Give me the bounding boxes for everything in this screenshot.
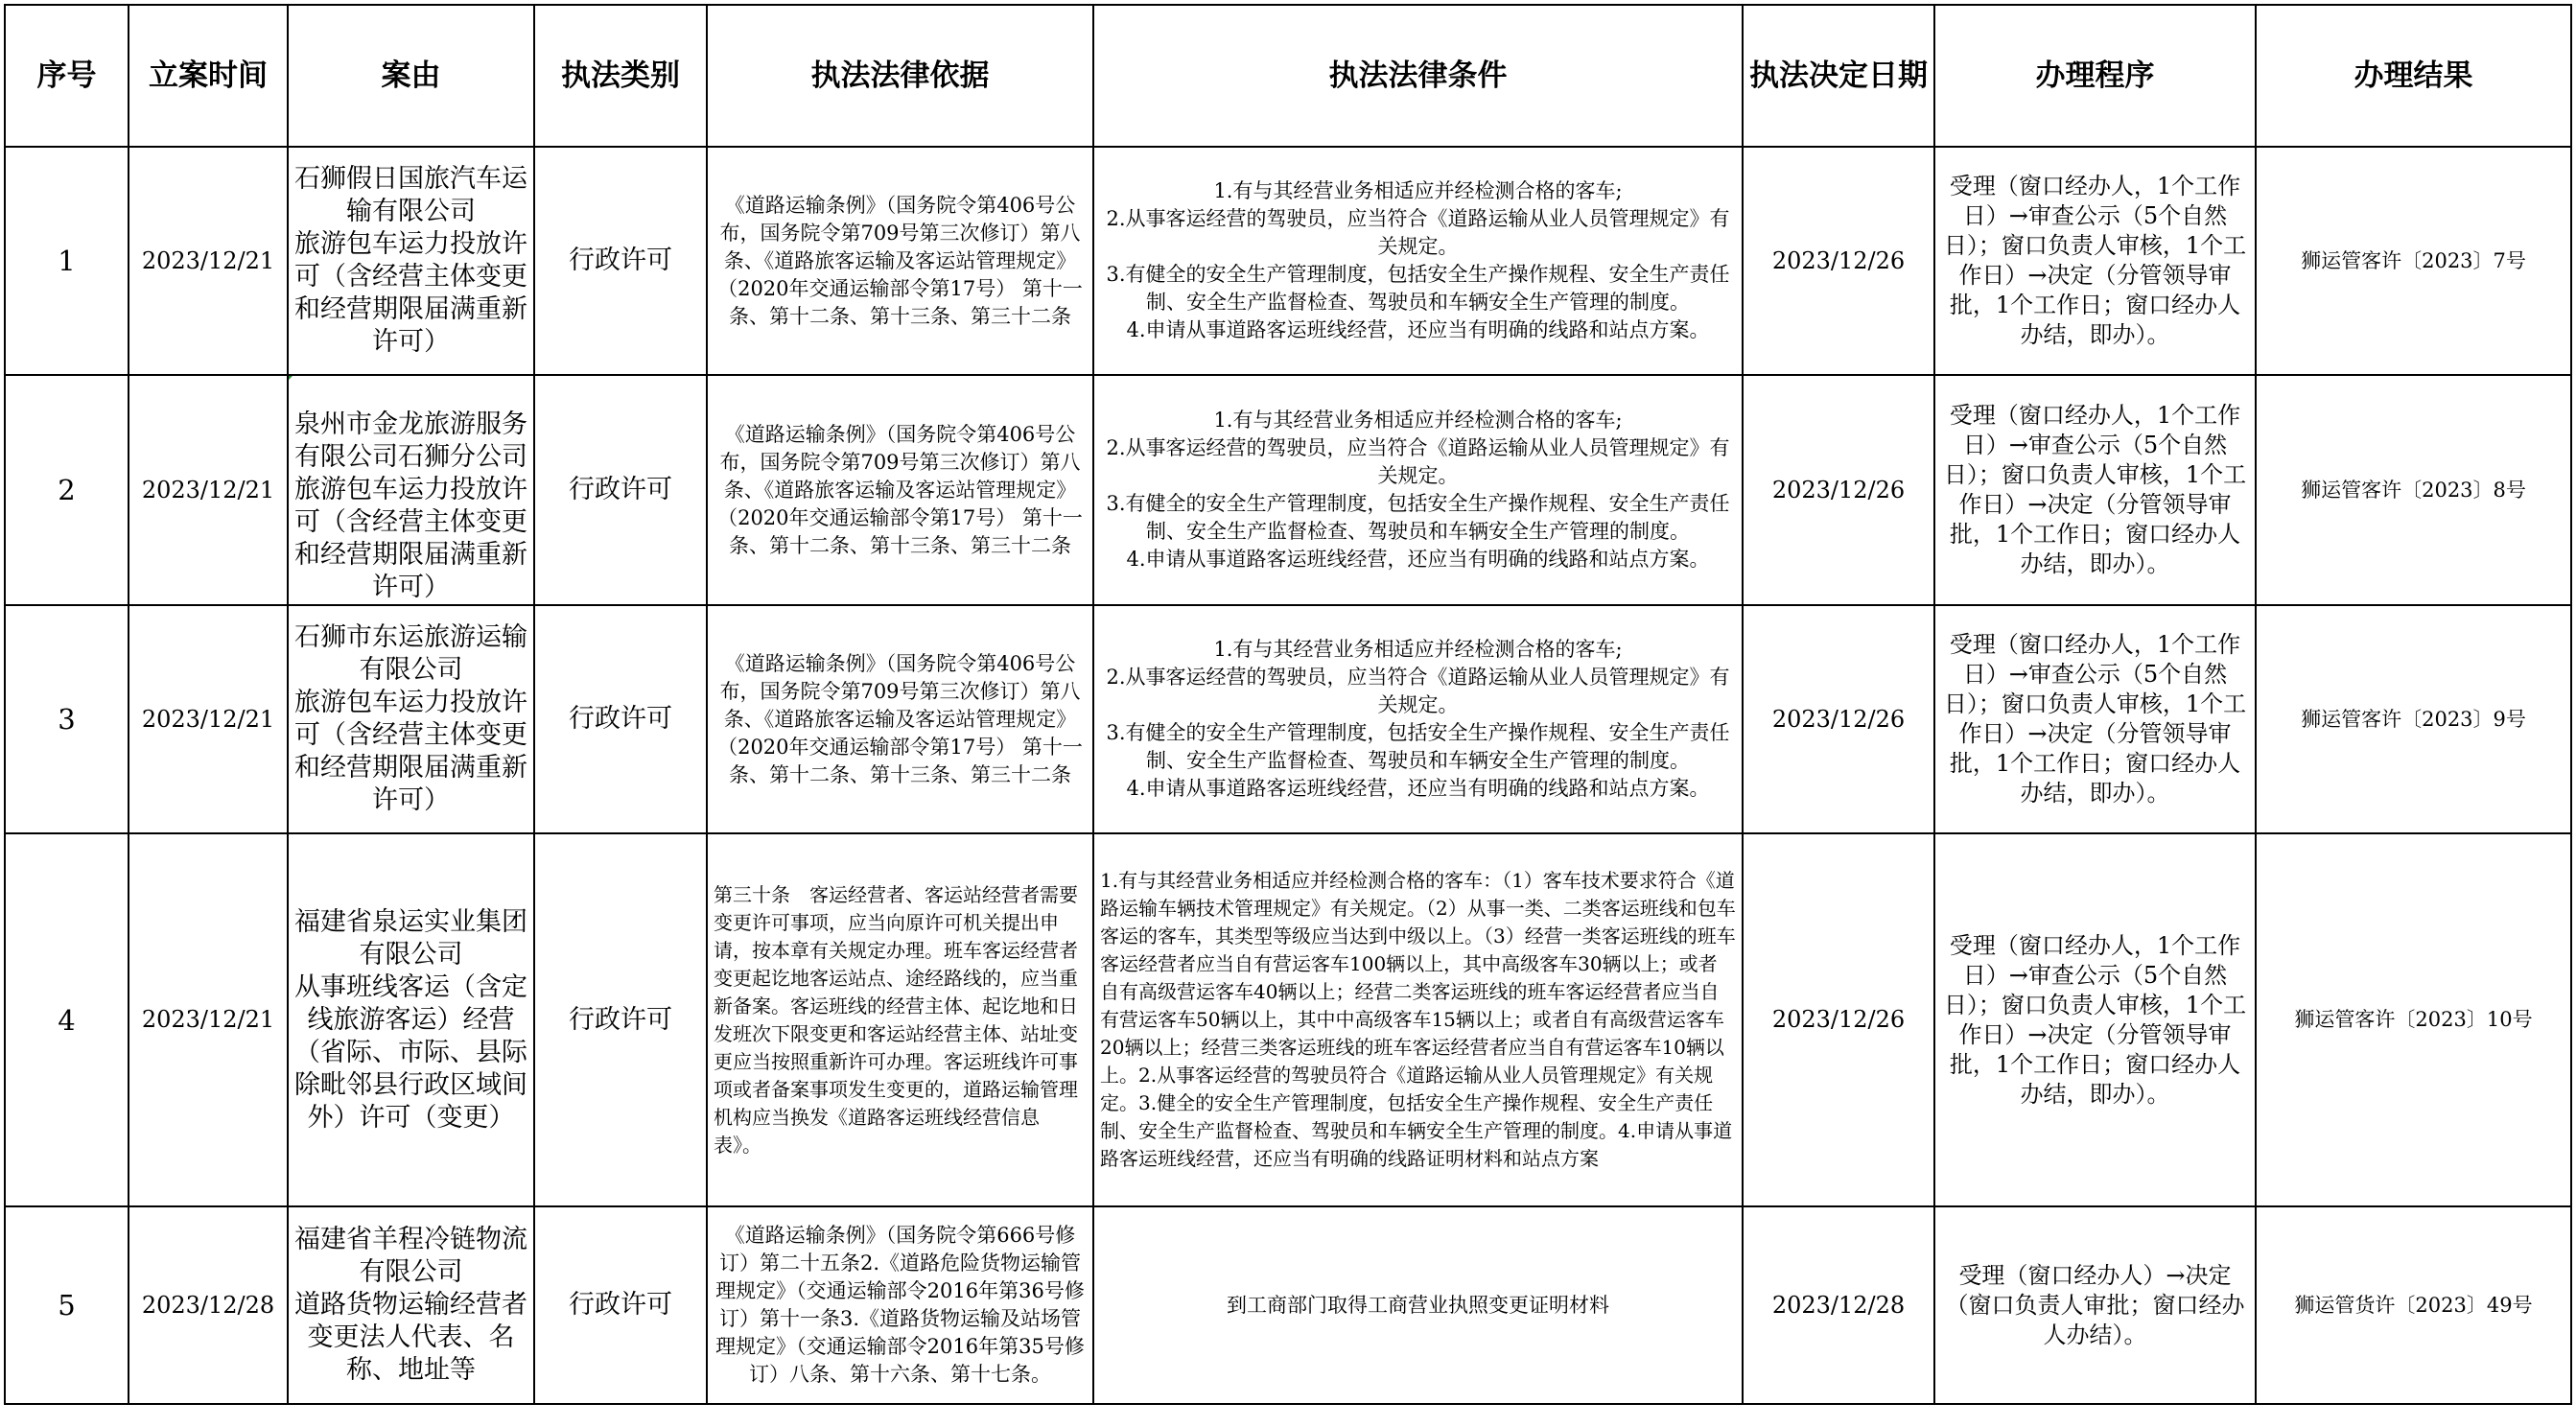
- cell-category: 行政许可: [534, 375, 707, 605]
- cell-seq: 3: [5, 605, 129, 833]
- cell-basis: 《道路运输条例》（国务院令第406号公布，国务院令第709号第三次修订）第八条、《道路旅客运输及客运站管理规定》（2020年交通运输部令第17号） 第十一条、第十二条、第十三条、第三十二条: [707, 375, 1093, 605]
- cell-seq: 1: [5, 147, 129, 375]
- cell-decision-date: 2023/12/26: [1743, 147, 1934, 375]
- cell-category: 行政许可: [534, 147, 707, 375]
- cell-result: 狮运管客许〔2023〕10号: [2256, 833, 2571, 1206]
- cell-procedure: 受理（窗口经办人，1个工作日）→审查公示（5个自然日）；窗口负责人审核，1个工作日）→决定（分管领导审批，1个工作日；窗口经办人办结，即办）。: [1934, 833, 2256, 1206]
- cell-case: 石狮假日国旅汽车运输有限公司 旅游包车运力投放许可（含经营主体变更和经营期限届满重新许可）: [288, 147, 534, 375]
- header-procedure: 办理程序: [1934, 5, 2256, 147]
- cell-case: 石狮市东运旅游运输有限公司 旅游包车运力投放许可（含经营主体变更和经营期限届满重新许可）: [288, 605, 534, 833]
- header-result: 办理结果: [2256, 5, 2571, 147]
- cell-case: 福建省泉运实业集团有限公司 从事班线客运（含定线旅游客运）经营（省际、市际、县际除毗邻县行政区域间外）许可（变更）: [288, 833, 534, 1206]
- header-row: [5, 5, 2571, 147]
- cell-category: 行政许可: [534, 605, 707, 833]
- cell-decision-date: 2023/12/26: [1743, 833, 1934, 1206]
- table-row[interactable]: [5, 375, 2571, 605]
- cell-result: 狮运管货许〔2023〕49号: [2256, 1206, 2571, 1404]
- cell-decision-date: 2023/12/26: [1743, 375, 1934, 605]
- cell-filing-date: 2023/12/21: [129, 147, 288, 375]
- cell-basis: 《道路运输条例》（国务院令第406号公布，国务院令第709号第三次修订）第八条、《道路旅客运输及客运站管理规定》（2020年交通运输部令第17号） 第十一条、第十二条、第十三条、第三十二条: [707, 605, 1093, 833]
- table-row[interactable]: [5, 1206, 2571, 1404]
- cell-filing-date: 2023/12/21: [129, 833, 288, 1206]
- cell-case: 福建省羊程冷链物流有限公司 道路货物运输经营者变更法人代表、名称、地址等: [288, 1206, 534, 1404]
- table-row[interactable]: [5, 605, 2571, 833]
- header-decision-date: 执法决定日期: [1743, 5, 1934, 147]
- cell-filing-date: 2023/12/21: [129, 605, 288, 833]
- cell-seq: 4: [5, 833, 129, 1206]
- cell-conditions: 1.有与其经营业务相适应并经检测合格的客车; 2.从事客运经营的驾驶员，应当符合《道路运输从业人员管理规定》有关规定。 3.有健全的安全生产管理制度，包括安全生产操作规程、安全生产责任制、安全生产监督检查、驾驶员和车辆安全生产管理的制度。 4.申请从事道路客运班线经营，还应当有明确的线路和站点方案。: [1093, 147, 1743, 375]
- cell-seq: 2: [5, 375, 129, 605]
- case-text: 泉州市金龙旅游服务有限公司石狮分公司 旅游包车运力投放许可（含经营主体变更和经营期限届满重新许可）: [294, 409, 527, 602]
- cell-procedure: 受理（窗口经办人）→决定（窗口负责人审批；窗口经办人办结）。: [1934, 1206, 2256, 1404]
- cell-decision-date: 2023/12/28: [1743, 1206, 1934, 1404]
- table-row[interactable]: [5, 147, 2571, 375]
- cell-basis: 第三十条 客运经营者、客运站经营者需要变更许可事项，应当向原许可机关提出申请，按本章有关规定办理。班车客运经营者变更起讫地客运站点、途经路线的，应当重新备案。客运班线的经营主体、起讫地和日发班次下限变更和客运站经营主体、站址变更应当按照重新许可办理。客运班线许可事项或者备案事项发生变更的，道路运输管理机构应当换发《道路客运班线经营信息表》。: [707, 833, 1093, 1206]
- header-filing-date: 立案时间: [129, 5, 288, 147]
- cell-filing-date: 2023/12/28: [129, 1206, 288, 1404]
- cell-category: 行政许可: [534, 833, 707, 1206]
- cell-procedure: 受理（窗口经办人，1个工作日）→审查公示（5个自然日）；窗口负责人审核，1个工作日）→决定（分管领导审批，1个工作日；窗口经办人办结，即办）。: [1934, 375, 2256, 605]
- cell-filing-date: 2023/12/21: [129, 375, 288, 605]
- header-basis: 执法法律依据: [707, 5, 1093, 147]
- cell-conditions: 1.有与其经营业务相适应并经检测合格的客车; 2.从事客运经营的驾驶员，应当符合《道路运输从业人员管理规定》有关规定。 3.有健全的安全生产管理制度，包括安全生产操作规程、安全生产责任制、安全生产监督检查、驾驶员和车辆安全生产管理的制度。 4.申请从事道路客运班线经营，还应当有明确的线路和站点方案。: [1093, 605, 1743, 833]
- enforcement-table: [4, 4, 2572, 1405]
- header-seq: 序号: [5, 5, 129, 147]
- cell-procedure: 受理（窗口经办人，1个工作日）→审查公示（5个自然日）；窗口负责人审核，1个工作日）→决定（分管领导审批，1个工作日；窗口经办人办结，即办）。: [1934, 605, 2256, 833]
- cell-conditions: 1.有与其经营业务相适应并经检测合格的客车; 2.从事客运经营的驾驶员，应当符合《道路运输从业人员管理规定》有关规定。 3.有健全的安全生产管理制度，包括安全生产操作规程、安全生产责任制、安全生产监督检查、驾驶员和车辆安全生产管理的制度。 4.申请从事道路客运班线经营，还应当有明确的线路和站点方案。: [1093, 375, 1743, 605]
- cell-conditions: 到工商部门取得工商营业执照变更证明材料: [1093, 1206, 1743, 1404]
- cell-result: 狮运管客许〔2023〕9号: [2256, 605, 2571, 833]
- cell-conditions: 1.有与其经营业务相适应并经检测合格的客车：（1）客车技术要求符合《道路运输车辆技术管理规定》有关规定。（2）从事一类、二类客运班线和包车客运的客车，其类型等级应当达到中级以上。（3）经营一类客运班线的班车客运经营者应当自有营运客车100辆以上，其中高级客车30辆以上；或者自有高级营运客车40辆以上；经营二类客运班线的班车客运经营者应当自有营运客车50辆以上，其中中高级客车15辆以上；或者自有高级营运客车20辆以上；经营三类客运班线的班车客运经营者应当自有营运客车10辆以上。2.从事客运经营的驾驶员符合《道路运输从业人员管理规定》有关规定。3.健全的安全生产管理制度，包括安全生产操作规程、安全生产责任制、安全生产监督检查、驾驶员和车辆安全生产管理的制度。4.申请从事道路客运班线经营，还应当有明确的线路证明材料和站点方案: [1093, 833, 1743, 1206]
- cell-procedure: 受理（窗口经办人，1个工作日）→审查公示（5个自然日）；窗口负责人审核，1个工作日）→决定（分管领导审批，1个工作日；窗口经办人办结，即办）。: [1934, 147, 2256, 375]
- table-row[interactable]: [5, 833, 2571, 1206]
- cell-decision-date: 2023/12/26: [1743, 605, 1934, 833]
- cell-basis: 《道路运输条例》（国务院令第406号公布，国务院令第709号第三次修订）第八条、《道路旅客运输及客运站管理规定》（2020年交通运输部令第17号） 第十一条、第十二条、第十三条、第三十二条: [707, 147, 1093, 375]
- comment-marker: [288, 375, 294, 382]
- header-conditions: 执法法律条件: [1093, 5, 1743, 147]
- cell-seq: 5: [5, 1206, 129, 1404]
- cell-basis: 《道路运输条例》（国务院令第666号修订）第二十五条2.《道路危险货物运输管理规定》（交通运输部令2016年第36号修订）第十一条3.《道路货物运输及站场管理规定》（交通运输部令2016年第35号修订）八条、第十六条、第十七条。: [707, 1206, 1093, 1404]
- header-category: 执法类别: [534, 5, 707, 147]
- header-case: 案由: [288, 5, 534, 147]
- cell-category: 行政许可: [534, 1206, 707, 1404]
- cell-result: 狮运管客许〔2023〕7号: [2256, 147, 2571, 375]
- cell-result: 狮运管客许〔2023〕8号: [2256, 375, 2571, 605]
- cell-case: [288, 375, 534, 605]
